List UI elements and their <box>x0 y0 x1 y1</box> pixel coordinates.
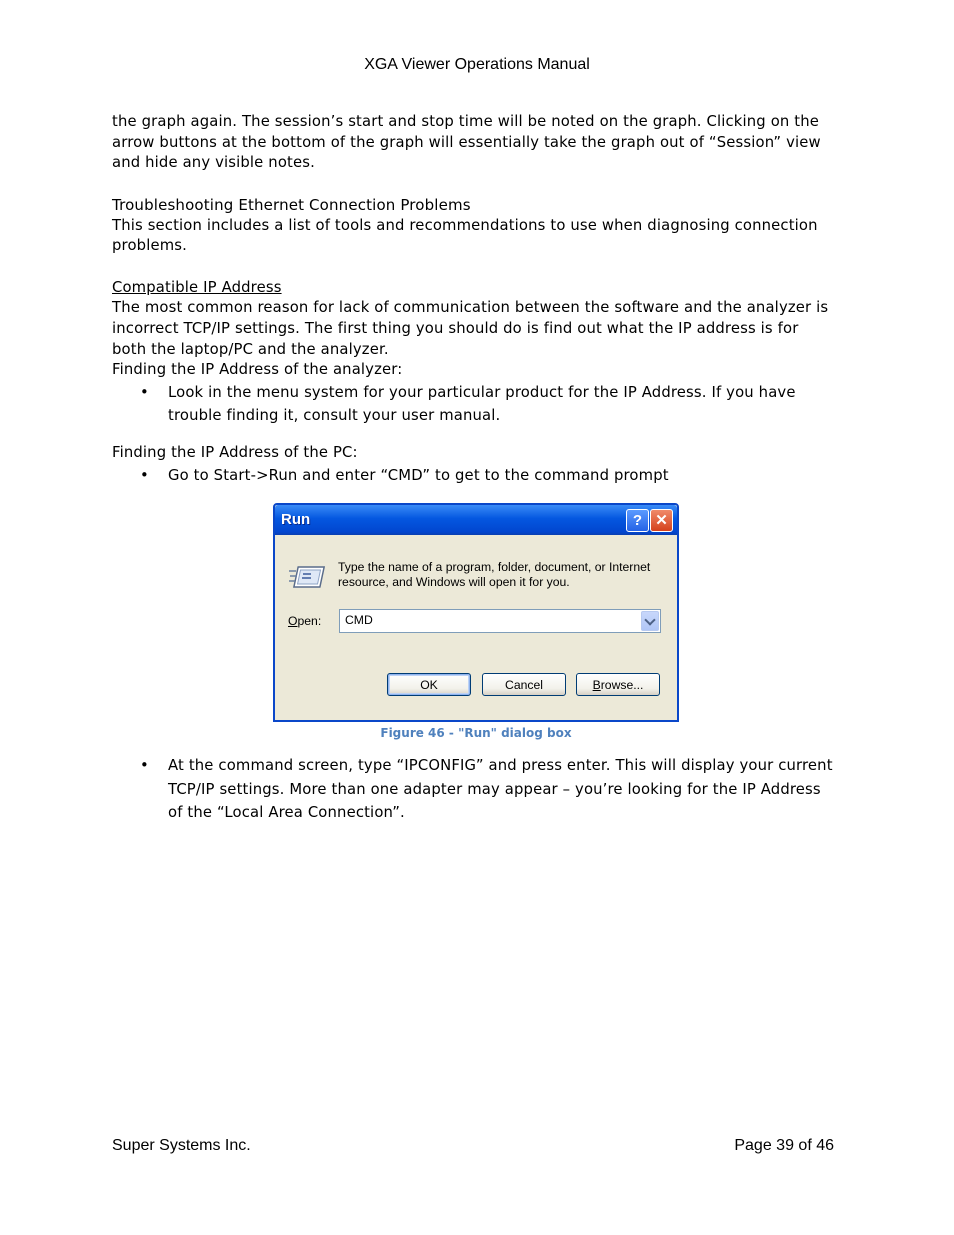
dialog-description: Type the name of a program, folder, document, or Internet resource, and Windows will open it for you. <box>338 560 651 589</box>
footer-page-number: Page 39 of 46 <box>734 1137 834 1154</box>
section-heading: Troubleshooting Ethernet Connection Problems <box>112 195 471 214</box>
bullet-icon: • <box>140 466 149 484</box>
open-label <box>288 614 321 628</box>
section-paragraph: This section includes a list of tools and recommendations to use when diagnosing connection problems. <box>112 216 818 255</box>
open-label-accesskey: O <box>288 614 298 628</box>
open-label-text: pen: <box>297 614 322 628</box>
dialog-title: Run <box>281 511 311 528</box>
bullet-text: Go to Start->Run and enter “CMD” to get to the command prompt <box>168 466 669 484</box>
list-item <box>112 464 837 487</box>
bullet-text: Look in the menu system for your particular product for the IP Address. If you have trouble finding it, consult your user manual. <box>168 384 796 425</box>
after-figure-content <box>112 754 837 825</box>
spacer <box>112 257 837 278</box>
bullet-icon: • <box>140 757 149 774</box>
browse-accesskey: B <box>592 678 601 692</box>
close-button[interactable]: ✕ <box>650 509 673 532</box>
browse-label-text: rowse... <box>600 678 644 692</box>
help-button[interactable]: ? <box>626 509 649 532</box>
compatible-ip-heading: Compatible IP Address <box>112 278 282 296</box>
list-item <box>112 381 837 427</box>
analyzer-bullet-list <box>112 381 837 427</box>
list-item <box>112 754 837 825</box>
bullet-text: At the command screen, type “IPCONFIG” and press enter. This will display your current TCP/IP settings. More than one adapter may appear – you’re looking for the IP Address of the “Local Area Connection”. <box>168 757 833 821</box>
open-combobox[interactable] <box>339 609 661 633</box>
intro-paragraph: the graph again. The session’s start and stop time will be noted on the graph. Clicking on the arrow buttons at the bottom of the graph will essentially take the graph out of “Session” view and hide any visible notes. <box>112 113 821 172</box>
open-input-value[interactable]: CMD <box>345 613 373 627</box>
body-content <box>112 112 837 487</box>
chevron-down-icon[interactable] <box>641 611 659 631</box>
spacer <box>112 427 837 443</box>
dialog-titlebar[interactable] <box>275 505 677 535</box>
page-header-title: XGA Viewer Operations Manual <box>364 56 590 73</box>
ipconfig-bullet-list <box>112 754 837 825</box>
pc-bullet-list <box>112 464 837 487</box>
ok-button[interactable]: OK <box>387 673 471 696</box>
browse-button[interactable] <box>576 673 660 696</box>
cancel-button[interactable]: Cancel <box>482 673 566 696</box>
run-dialog <box>273 503 679 722</box>
run-dialog-figure <box>273 503 679 740</box>
run-program-icon <box>289 563 329 591</box>
compatible-ip-paragraph: The most common reason for lack of communication between the software and the analyzer is incorrect TCP/IP settings. The first thing you should do is find out what the IP address is for both the laptop/PC and the analyzer. <box>112 299 829 358</box>
bullet-icon: • <box>140 384 149 402</box>
figure-caption: Figure 46 - "Run" dialog box <box>380 726 572 740</box>
footer-company: Super Systems Inc. <box>112 1137 251 1154</box>
spacer <box>112 174 837 195</box>
pc-ip-label: Finding the IP Address of the PC: <box>112 444 358 462</box>
analyzer-ip-label: Finding the IP Address of the analyzer: <box>112 361 403 379</box>
